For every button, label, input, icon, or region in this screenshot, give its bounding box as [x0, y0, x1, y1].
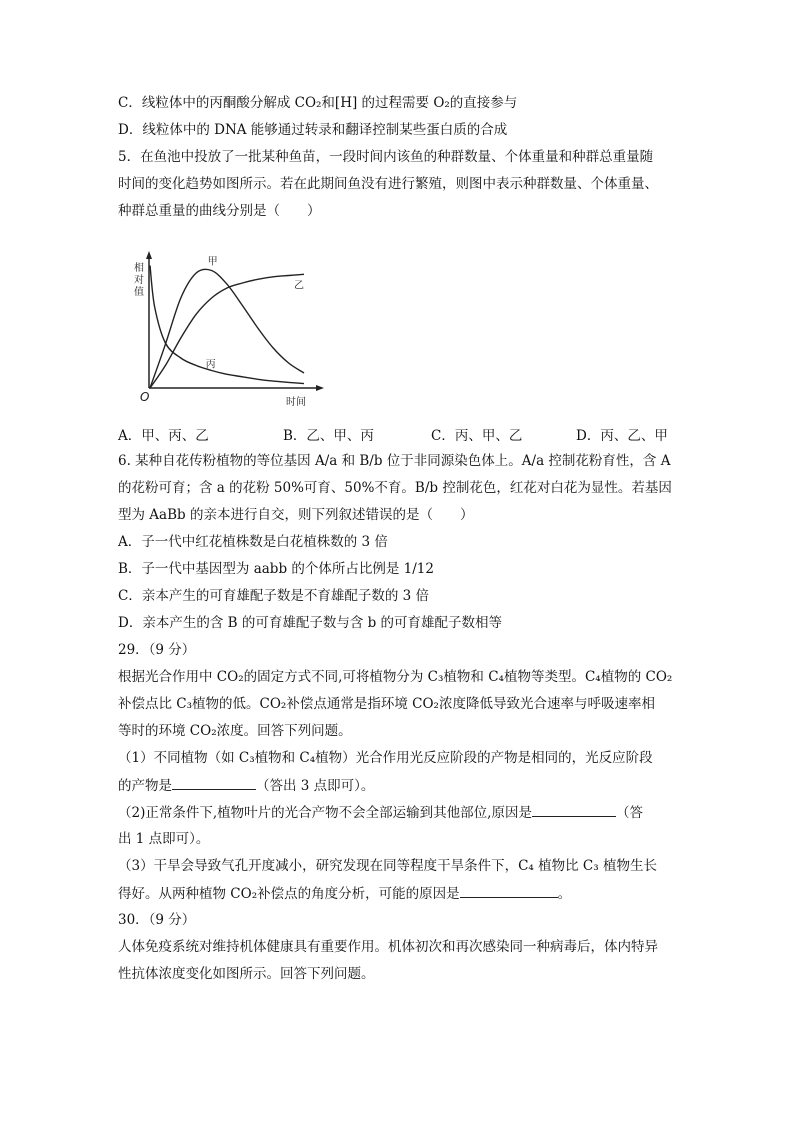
question-29-part-3-line-1: （3）干旱会导致气孔开度减小，研究发现在同等程度干旱条件下，C₄ 植物比 C₃ 植物生长	[118, 858, 657, 874]
origin-label: O	[140, 390, 150, 404]
question-6-line-3: 型为 AaBb 的亲本进行自交，则下列叙述错误的是（ ）	[118, 507, 474, 523]
option-c[interactable]: C．丙、甲、乙	[431, 428, 523, 444]
curve-label-1: 甲	[207, 256, 218, 268]
line-option-c: C．线粒体中的丙酮酸分解成 CO₂和[H] 的过程需要 O₂的直接参与	[118, 95, 518, 111]
question-6-option-c[interactable]: C．亲本产生的可育雄配子数是不育雄配子数的 3 倍	[118, 588, 430, 604]
option-a[interactable]: A．甲、丙、乙	[118, 428, 209, 444]
curve-2	[150, 274, 304, 388]
answer-blank-1[interactable]	[172, 775, 256, 790]
part-3-suffix: 。	[557, 886, 572, 902]
x-axis-arrow	[316, 385, 324, 391]
question-29-part-3-line-2	[118, 883, 571, 904]
curve-label-2: 乙	[294, 280, 304, 292]
question-5-line-1: 5．在鱼池中投放了一批某种鱼苗，一段时间内该鱼的种群数量、个体重量和种群总重量随	[118, 149, 654, 165]
question-5-line-2: 时间的变化趋势如图所示。若在此期间鱼没有进行繁殖，则图中表示种群数量、个体重量、	[118, 176, 658, 192]
question-29-part-1-line-2	[118, 775, 374, 796]
part-2-suffix: （答	[615, 805, 643, 821]
question-29-part-1-line-1: （1）不同植物（如 C₃植物和 C₄植物）光合作用光反应阶段的产物是相同的，光反应阶段	[118, 750, 653, 766]
y-axis-label-1: 相	[134, 263, 144, 274]
curve-label-3: 丙	[205, 359, 216, 371]
option-b[interactable]: B．乙、甲、丙	[283, 428, 374, 444]
part-1-prefix: 的产物是	[118, 778, 172, 794]
question-30-heading: 30．（9 分）	[118, 912, 196, 928]
question-30-line-1: 人体免疫系统对维持机体健康具有重要作用。机体初次和再次感染同一种病毒后，体内特异	[118, 939, 658, 955]
curve-1	[150, 269, 304, 388]
part-1-suffix: （答出 3 点即可）。	[256, 778, 375, 794]
question-5-line-3: 种群总重量的曲线分别是（ ）	[118, 203, 321, 219]
question-29-part-2-line-2: 出 1 点即可）。	[118, 831, 210, 847]
question-29-part-2-line-1	[118, 802, 643, 823]
question-29-line-3: 等时的环境 CO₂浓度。回答下列问题。	[118, 723, 352, 739]
part-2-prefix: （2)正常条件下,植物叶片的光合产物不会全部运输到其他部位,原因是	[118, 805, 532, 821]
y-axis-label-3: 值	[134, 287, 144, 298]
question-29-line-1: 根据光合作用中 CO₂的固定方式不同,可将植物分为 C₃植物和 C₄植物等类型。C₄植物的 CO₂	[118, 669, 673, 685]
question-29-line-2: 补偿点比 C₃植物的低。CO₂补偿点通常是指环境 CO₂浓度降低导致光合速率与呼吸速率相	[118, 696, 655, 712]
question-6-line-1: 6. 某种自花传粉植物的等位基因 A/a 和 B/b 位于非同源染色体上。A/a 控制花粉育性，含 A	[118, 453, 671, 469]
population-chart	[118, 245, 333, 410]
question-6-option-a[interactable]: A．子一代中红花植株数是白花植株数的 3 倍	[118, 534, 388, 550]
question-30-line-2: 性抗体浓度变化如图所示。回答下列问题。	[118, 966, 375, 982]
answer-blank-3[interactable]	[460, 883, 558, 898]
question-29-heading: 29．（9 分）	[118, 642, 196, 658]
option-d[interactable]: D．丙、乙、甲	[576, 428, 668, 444]
x-axis-label: 时间	[286, 397, 306, 408]
y-axis-label-2: 对	[134, 275, 144, 286]
question-6-option-b[interactable]: B．子一代中基因型为 aabb 的个体所占比例是 1/12	[118, 561, 434, 577]
question-6-line-2: 的花粉可育；含 a 的花粉 50%可育、50%不育。B/b 控制花色，红花对白花为显性。若基因	[118, 480, 672, 496]
line-option-d: D．线粒体中的 DNA 能够通过转录和翻译控制某些蛋白质的合成	[118, 122, 508, 138]
y-axis-arrow	[146, 251, 152, 259]
answer-blank-2[interactable]	[532, 802, 616, 817]
part-3-prefix: 得好。从两种植物 CO₂补偿点的角度分析，可能的原因是	[118, 886, 460, 902]
question-6-option-d[interactable]: D．亲本产生的含 B 的可育雄配子数与含 b 的可育雄配子数相等	[118, 615, 503, 631]
